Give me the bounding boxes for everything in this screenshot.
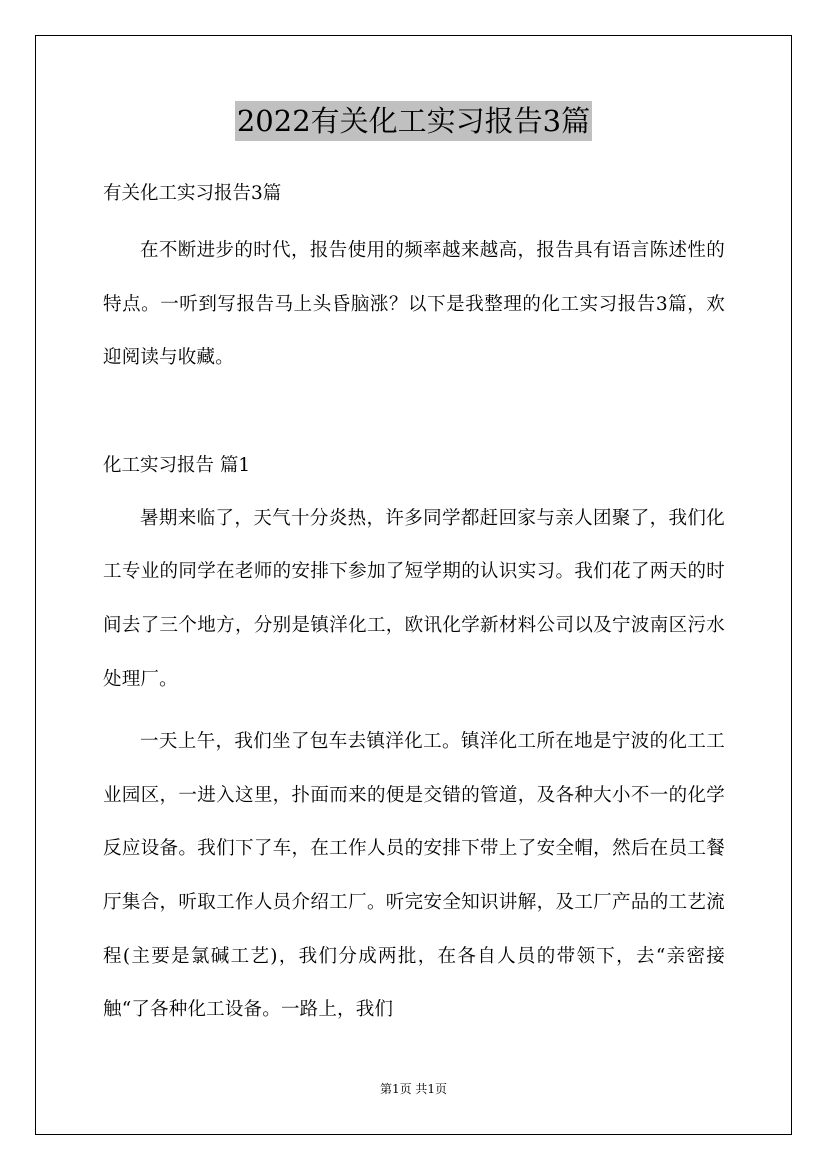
intro-paragraph: 在不断进步的时代，报告使用的频率越来越高，报告具有语言陈述性的特点。一听到写报告马上头昏脑涨？以下是我整理的化工实习报告3篇，欢迎阅读与收藏。 — [103, 240, 725, 369]
page-footer: 第1页 共1页 — [379, 1082, 448, 1096]
section-heading: 化工实习报告 篇1 — [103, 454, 251, 476]
document-subtitle: 有关化工实习报告3篇 — [103, 183, 282, 204]
body-paragraph-2: 一天上午，我们坐了包车去镇洋化工。镇洋化工所在地是宁波的化工工业园区，一进入这里，扑面而来的便是交错的管道，及各种大小不一的化学反应设备。我们下了车，在工作人员的安排下带上了安全帽，然后在员工餐厅集合，听取工作人员介绍工厂。听完安全知识讲解，及工厂产品的工艺流程(主要是氯碱工艺)，我们分成两批，在各自人员的带领下，去“亲密接触“了各种化工设备。一路上，我们 — [103, 731, 725, 1021]
document-title: 2022有关化工实习报告3篇 — [235, 101, 592, 141]
body-paragraph-1: 暑期来临了，天气十分炎热，许多同学都赶回家与亲人团聚了，我们化工专业的同学在老师的安排下参加了短学期的认识实习。我们花了两天的时间去了三个地方，分别是镇洋化工，欧讯化学新材料公司以及宁波南区污水处理厂。 — [103, 507, 725, 690]
title-wrap — [0, 101, 827, 141]
document-body — [103, 175, 725, 1037]
